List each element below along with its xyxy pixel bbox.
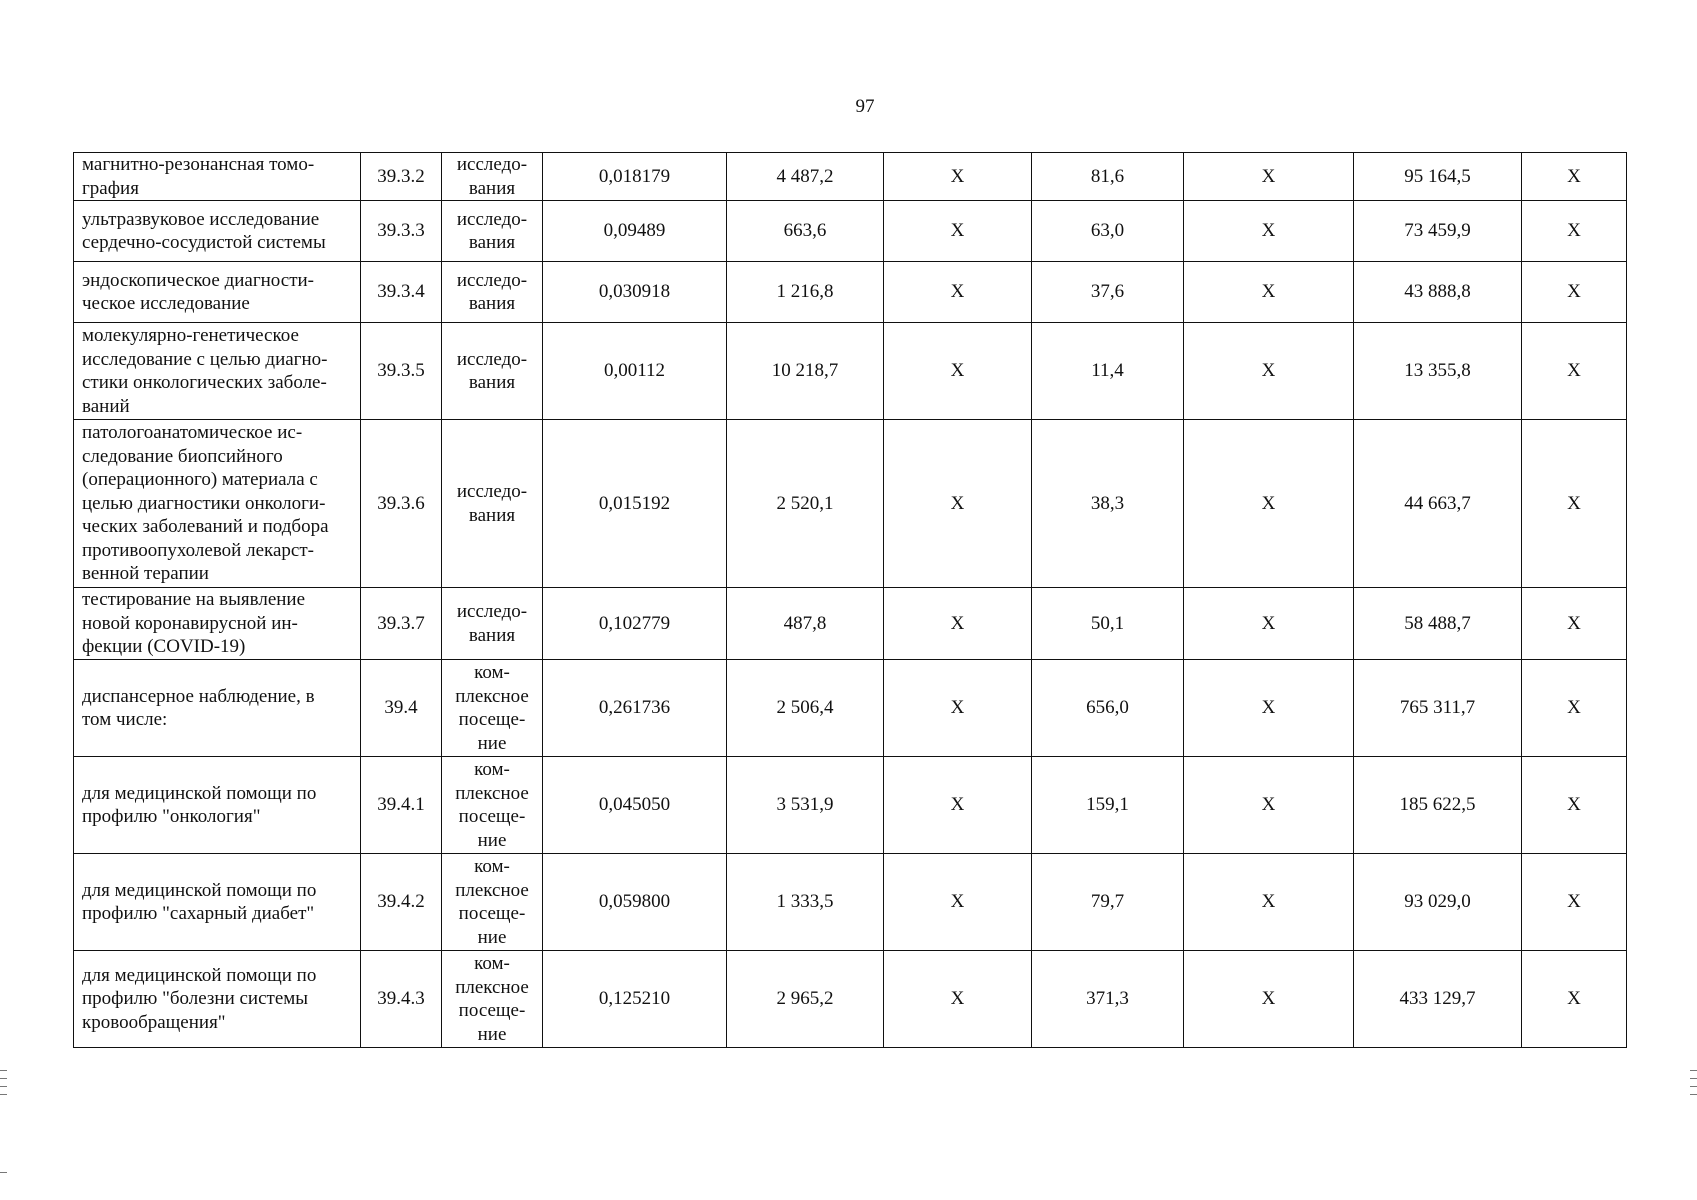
unit-cell: ком- плексное посеще- ние [442,757,543,854]
value-cell: 73 459,9 [1354,201,1522,262]
x-mark-cell: Х [1522,588,1627,660]
table-row [74,854,1627,951]
value-cell: 2 965,2 [727,951,884,1048]
x-mark-cell: Х [1184,262,1354,323]
value-cell: 3 531,9 [727,757,884,854]
row-code-cell: 39.3.5 [361,323,442,420]
value-cell: 0,125210 [543,951,727,1048]
value-cell: 13 355,8 [1354,323,1522,420]
service-name-cell: ультразвуковое исследование сердечно-сосудистой системы [74,201,361,262]
x-mark-cell: Х [884,588,1032,660]
service-name-cell: диспансерное наблюдение, в том числе: [74,660,361,757]
service-name-cell: магнитно-резонансная томо- графия [74,153,361,201]
service-name-cell: эндоскопическое диагности- ческое исследование [74,262,361,323]
x-mark-cell: Х [884,420,1032,588]
x-mark-cell: Х [1184,323,1354,420]
row-code-cell: 39.3.6 [361,420,442,588]
x-mark-cell: Х [884,757,1032,854]
x-mark-cell: Х [1522,854,1627,951]
value-cell: 185 622,5 [1354,757,1522,854]
row-code-cell: 39.3.7 [361,588,442,660]
unit-cell: исследо- вания [442,323,543,420]
value-cell: 63,0 [1032,201,1184,262]
x-mark-cell: Х [1522,420,1627,588]
value-cell: 0,261736 [543,660,727,757]
x-mark-cell: Х [884,854,1032,951]
table-row [74,588,1627,660]
x-mark-cell: Х [1522,323,1627,420]
value-cell: 2 520,1 [727,420,884,588]
value-cell: 1 333,5 [727,854,884,951]
value-cell: 159,1 [1032,757,1184,854]
table-row [74,660,1627,757]
value-cell: 10 218,7 [727,323,884,420]
table-row [74,201,1627,262]
page-number: 97 [855,96,875,117]
x-mark-cell: Х [884,323,1032,420]
value-cell: 50,1 [1032,588,1184,660]
value-cell: 0,09489 [543,201,727,262]
row-code-cell: 39.4 [361,660,442,757]
value-cell: 0,00112 [543,323,727,420]
value-cell: 487,8 [727,588,884,660]
table-row [74,420,1627,588]
row-code-cell: 39.4.3 [361,951,442,1048]
table-row [74,262,1627,323]
value-cell: 663,6 [727,201,884,262]
service-name-cell: тестирование на выявление новой коронавирусной ин- фекции (COVID-19) [74,588,361,660]
value-cell: 58 488,7 [1354,588,1522,660]
unit-cell: исследо- вания [442,201,543,262]
x-mark-cell: Х [1184,201,1354,262]
unit-cell: ком- плексное посеще- ние [442,854,543,951]
value-cell: 2 506,4 [727,660,884,757]
row-code-cell: 39.3.2 [361,153,442,201]
x-mark-cell: Х [1522,951,1627,1048]
table-row [74,153,1627,201]
value-cell: 656,0 [1032,660,1184,757]
x-mark-cell: Х [1184,660,1354,757]
value-cell: 0,018179 [543,153,727,201]
service-name-cell: для медицинской помощи по профилю "болезни системы кровообращения" [74,951,361,1048]
unit-cell: ком- плексное посеще- ние [442,660,543,757]
x-mark-cell: Х [1184,951,1354,1048]
x-mark-cell: Х [1522,201,1627,262]
row-code-cell: 39.3.4 [361,262,442,323]
x-mark-cell: Х [884,660,1032,757]
table-row [74,757,1627,854]
value-cell: 79,7 [1032,854,1184,951]
unit-cell: ком- плексное посеще- ние [442,951,543,1048]
value-cell: 11,4 [1032,323,1184,420]
x-mark-cell: Х [1522,262,1627,323]
service-name-cell: для медицинской помощи по профилю "онкология" [74,757,361,854]
unit-cell: исследо- вания [442,588,543,660]
x-mark-cell: Х [884,262,1032,323]
service-name-cell: для медицинской помощи по профилю "сахарный диабет" [74,854,361,951]
value-cell: 0,102779 [543,588,727,660]
row-code-cell: 39.4.2 [361,854,442,951]
x-mark-cell: Х [1522,660,1627,757]
unit-cell: исследо- вания [442,262,543,323]
value-cell: 0,045050 [543,757,727,854]
table-row [74,951,1627,1048]
x-mark-cell: Х [1184,153,1354,201]
value-cell: 371,3 [1032,951,1184,1048]
x-mark-cell: Х [1184,757,1354,854]
x-mark-cell: Х [1522,153,1627,201]
value-cell: 1 216,8 [727,262,884,323]
unit-cell: исследо- вания [442,420,543,588]
table-row [74,323,1627,420]
service-name-cell: молекулярно-генетическое исследование с целью диагно- стики онкологических заболе- ваний [74,323,361,420]
x-mark-cell: Х [884,153,1032,201]
value-cell: 44 663,7 [1354,420,1522,588]
value-cell: 4 487,2 [727,153,884,201]
value-cell: 95 164,5 [1354,153,1522,201]
value-cell: 81,6 [1032,153,1184,201]
service-name-cell: патологоанатомическое ис- следование биопсийного (операционного) материала с целью диагностики онкологи- ческих заболеваний и подбора противоопухолевой лекарст- венной терапии [74,420,361,588]
value-cell: 93 029,0 [1354,854,1522,951]
x-mark-cell: Х [1184,588,1354,660]
unit-cell: исследо- вания [442,153,543,201]
x-mark-cell: Х [1184,420,1354,588]
data-table [73,152,1627,1048]
row-code-cell: 39.4.1 [361,757,442,854]
value-cell: 0,030918 [543,262,727,323]
x-mark-cell: Х [1184,854,1354,951]
value-cell: 37,6 [1032,262,1184,323]
value-cell: 433 129,7 [1354,951,1522,1048]
value-cell: 0,059800 [543,854,727,951]
value-cell: 38,3 [1032,420,1184,588]
x-mark-cell: Х [884,951,1032,1048]
row-code-cell: 39.3.3 [361,201,442,262]
value-cell: 43 888,8 [1354,262,1522,323]
x-mark-cell: Х [884,201,1032,262]
x-mark-cell: Х [1522,757,1627,854]
value-cell: 765 311,7 [1354,660,1522,757]
value-cell: 0,015192 [543,420,727,588]
